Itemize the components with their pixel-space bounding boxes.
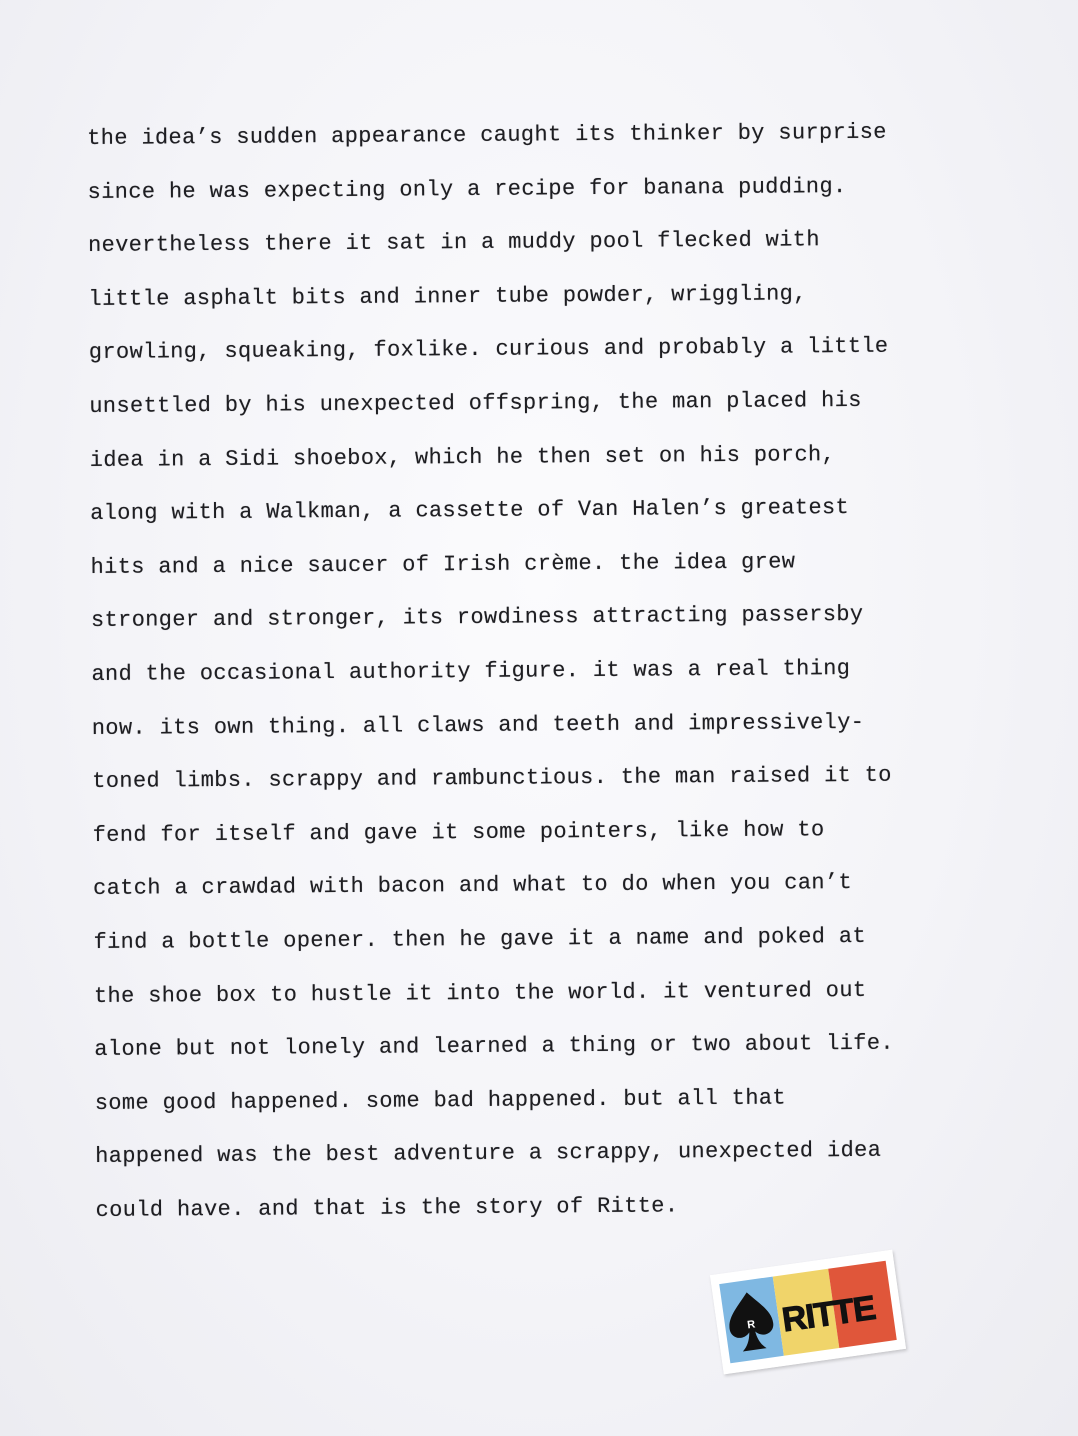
ritte-wordmark: RITTE — [779, 1288, 878, 1340]
text-line: and the occasional authority figure. it was a real thing — [91, 655, 851, 687]
text-line: some good happened. some bad happened. but all that — [94, 1085, 787, 1116]
text-line: nevertheless there it sat in a muddy pool flecked with — [87, 227, 820, 259]
svg-text:R: R — [746, 1318, 757, 1332]
text-line: the idea’s sudden appearance caught its thinker by surprise — [87, 119, 887, 151]
ritte-logo-sticker — [710, 1250, 906, 1375]
text-line: stronger and stronger, its rowdiness attracting passersby — [90, 602, 864, 634]
text-line: happened was the best adventure a scrappy, unexpected idea — [95, 1138, 882, 1170]
ritte-logo — [710, 1250, 906, 1375]
text-line: fend for itself and gave it some pointers, like how to — [92, 816, 825, 848]
text-line: growling, squeaking, foxlike. curious and probably a little — [88, 334, 889, 366]
text-line: since he was expecting only a recipe for banana pudding. — [87, 173, 847, 205]
text-line: little asphalt bits and inner tube powder, wriggling, — [88, 281, 807, 312]
text-line: could have. and that is the story of Ritte. — [95, 1193, 679, 1223]
text-line: now. its own thing. all claws and teeth and impressively- — [91, 709, 865, 741]
text-line: hits and a nice saucer of Irish crème. the idea grew — [90, 549, 796, 580]
text-line: idea in a Sidi shoebox, which he then set on his porch, — [89, 441, 836, 473]
text-line: catch a crawdad with bacon and what to do when you can’t — [93, 870, 853, 902]
text-line: unsettled by his unexpected offspring, the man placed his — [89, 387, 862, 419]
text-line: alone but not lonely and learned a thing or two about life. — [94, 1030, 895, 1063]
text-line: the shoe box to hustle it into the world. it ventured out — [93, 977, 867, 1009]
text-line: along with a Walkman, a cassette of Van Halen’s greatest — [90, 495, 850, 527]
text-line: toned limbs. scrappy and rambunctious. the man raised it to — [92, 762, 892, 795]
text-line: find a bottle opener. then he gave it a name and poked at — [93, 923, 867, 955]
typewritten-story — [87, 105, 986, 1237]
